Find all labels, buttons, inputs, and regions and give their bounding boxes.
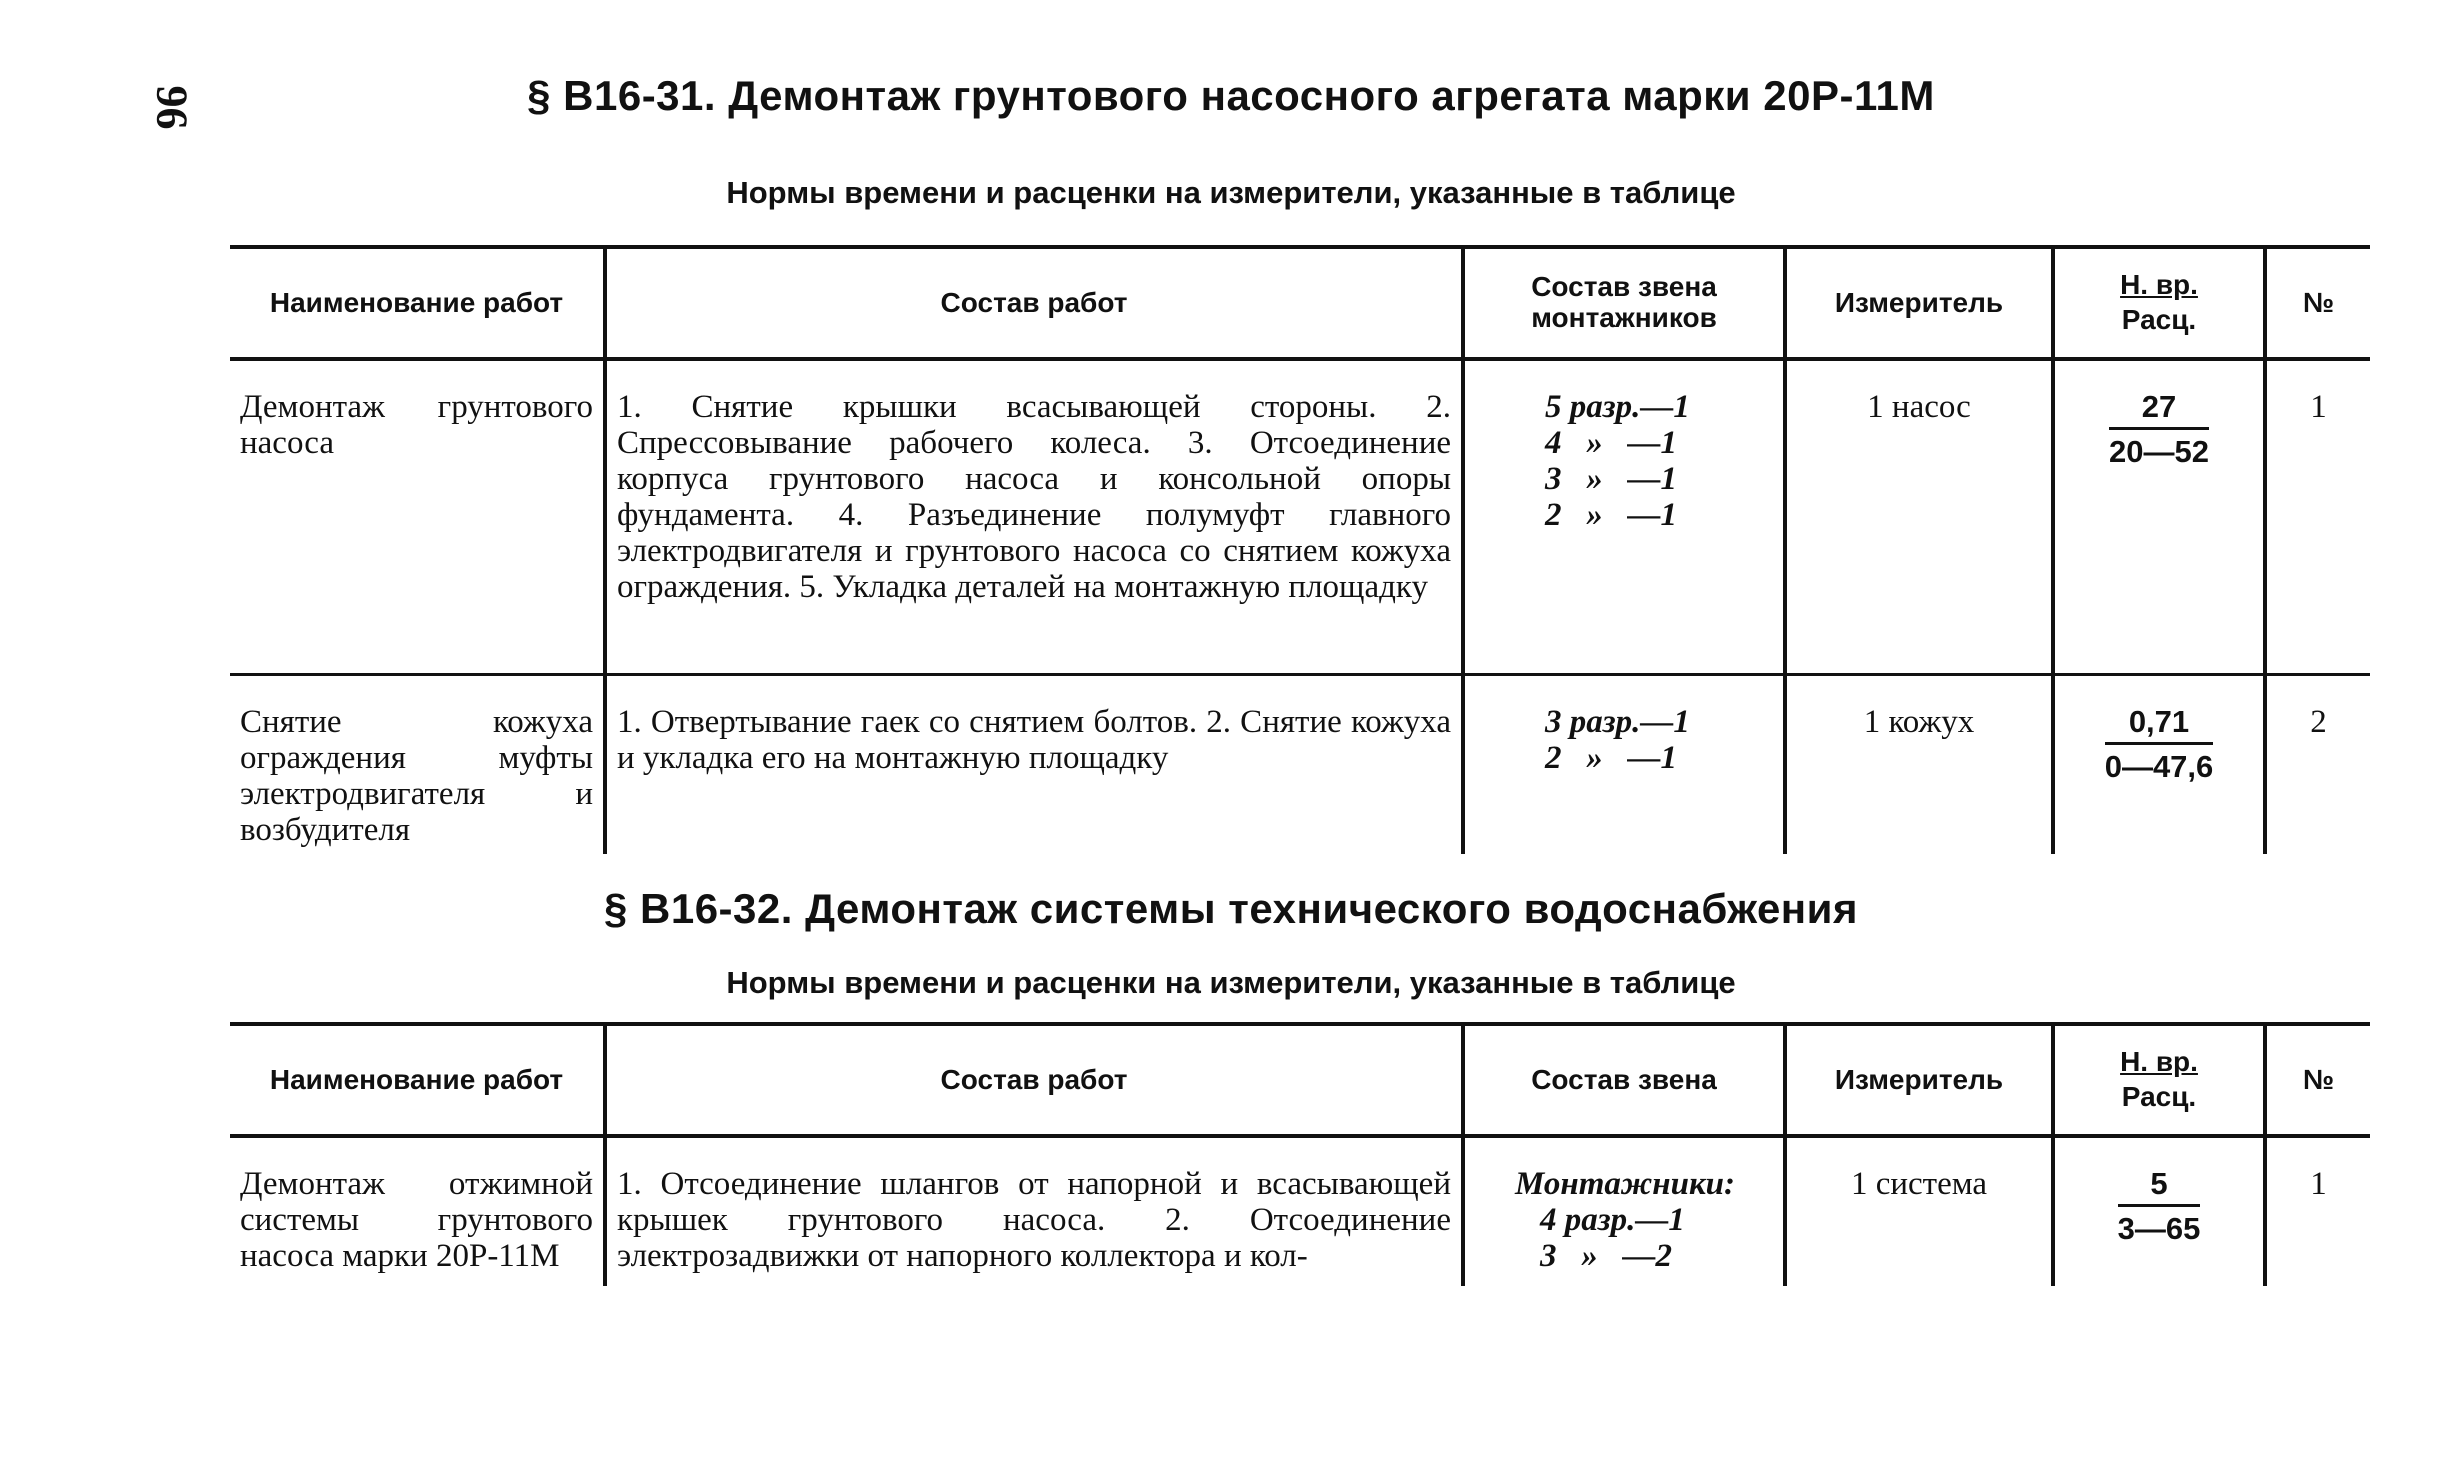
row-meter: 1 кожух: [1785, 674, 2053, 854]
row-no: 1: [2265, 359, 2370, 674]
row-no: 1: [2265, 1136, 2370, 1286]
header-norm-top: Н. вр.: [2120, 1046, 2198, 1078]
table-row: [230, 359, 2370, 674]
row-composition: 1. Отвертывание гаек со снятием болтов. 2. Снятие кожуха и укладка его на монтажную площадку: [605, 674, 1463, 854]
row-meter: 1 система: [1785, 1136, 2053, 1286]
crew-line: 3 » —1: [1545, 461, 1677, 497]
crew-line: 4 » —1: [1545, 425, 1677, 461]
norms-table: [230, 245, 2370, 854]
header-no: №: [2265, 1024, 2370, 1136]
row-crew: [1463, 1136, 1785, 1286]
header-norm-bottom: Расц.: [2121, 304, 2197, 335]
rate-value: 0—47,6: [2104, 748, 2214, 784]
header-crew: [1463, 247, 1785, 359]
table-header-row: [230, 247, 2370, 359]
header-meter: Измеритель: [1785, 1024, 2053, 1136]
row-composition: 1. Снятие крышки всасывающей стороны. 2. Спрессовывание рабочего колеса. 3. Отсоединение корпуса грунтового насоса и консольной опоры фундамента. 4. Разъединение полумуфт главного электродвигателя и грунтового насоса со снятием кожуха ограждения. 5. Укладка деталей на монтажную площадку: [605, 359, 1463, 674]
row-crew: [1463, 674, 1785, 854]
row-norm-rate: [2053, 359, 2265, 674]
header-composition: Состав работ: [605, 247, 1463, 359]
section-title: § В16-32. Демонтаж системы технического водоснабжения: [603, 885, 1858, 932]
row-norm-rate: [2053, 1136, 2265, 1286]
crew-line: 5 разр.—1: [1545, 389, 1690, 425]
crew-line: 3 разр.—1: [1545, 703, 1690, 740]
rate-value: 3—65: [2117, 1211, 2201, 1246]
crew-line: Монтажники:: [1515, 1166, 1736, 1202]
crew-line: 4 разр.—1: [1540, 1202, 1685, 1238]
section-subtitle: Нормы времени и расценки на измерители, указанные в таблице: [726, 175, 1736, 210]
row-composition: 1. Отсоединение шлангов от напорной и всасывающей крышек грунтового насоса. 2. Отсоединение электрозадвижки от напорного коллектора и кол-: [605, 1136, 1463, 1286]
header-crew: Состав звена: [1463, 1024, 1785, 1136]
crew-line: 2 » —1: [1545, 739, 1677, 776]
norm-value: 27: [2109, 389, 2209, 430]
section-title: § В16-31. Демонтаж грунтового насосного агрегата марки 20Р-11М: [527, 72, 1935, 119]
header-norm-top: Н. вр.: [2120, 269, 2198, 301]
header-crew-line1: Состав звена: [1531, 271, 1717, 303]
header-norm-bottom: Расц.: [2121, 1081, 2197, 1112]
crew-line: 2 » —1: [1545, 497, 1677, 533]
row-no: 2: [2265, 674, 2370, 854]
header-crew-line2: монтажников: [1531, 302, 1717, 333]
row-name: Снятие кожуха ограждения муфты электродвигателя и возбудителя: [230, 674, 605, 854]
row-name: Демонтаж отжимной системы грунтового насоса марки 20Р-11М: [240, 1166, 593, 1274]
page-number: 96: [147, 85, 197, 130]
header-norm: [2053, 1024, 2265, 1136]
norm-value: 0,71: [2105, 704, 2214, 745]
header-meter: Измеритель: [1785, 247, 2053, 359]
rate-value: 20—52: [2109, 434, 2209, 469]
norms-table: [230, 1022, 2370, 1286]
norm-value: 5: [2118, 1166, 2201, 1207]
table-row: [230, 1136, 2370, 1286]
row-meter: 1 насос: [1785, 359, 2053, 674]
header-composition: Состав работ: [605, 1024, 1463, 1136]
table-header-row: [230, 1024, 2370, 1136]
row-norm-rate: [2053, 674, 2265, 854]
header-name: Наименование работ: [230, 1024, 605, 1136]
crew-line: 3 » —2: [1540, 1238, 1672, 1274]
table-row: [230, 674, 2370, 854]
header-norm: [2053, 247, 2265, 359]
section-subtitle: Нормы времени и расценки на измерители, указанные в таблице: [726, 965, 1736, 1000]
row-crew: [1463, 359, 1785, 674]
header-no: №: [2265, 247, 2370, 359]
header-name: Наименование работ: [230, 247, 605, 359]
row-name: Демонтаж грунтового насоса: [240, 389, 593, 461]
